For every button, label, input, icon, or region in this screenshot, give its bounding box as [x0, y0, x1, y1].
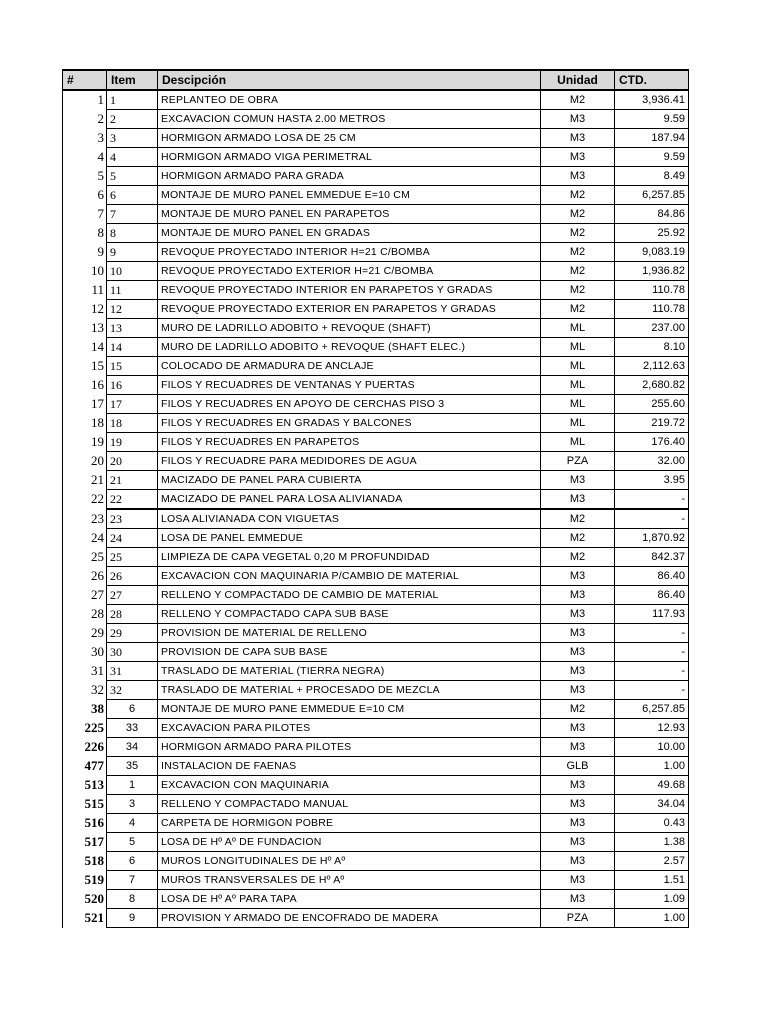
- table-row: [63, 357, 689, 376]
- row-number: 18: [63, 414, 107, 433]
- row-description: LOSA ALIVIANADA CON VIGUETAS: [158, 509, 541, 529]
- row-description: HORMIGON ARMADO VIGA PERIMETRAL: [158, 148, 541, 167]
- row-description: FILOS Y RECUADRES EN GRADAS Y BALCONES: [158, 414, 541, 433]
- row-unit: M3: [541, 490, 615, 510]
- row-quantity: 255.60: [615, 395, 689, 414]
- row-unit: M3: [541, 814, 615, 833]
- row-item: 1: [107, 90, 158, 110]
- row-quantity: 34.04: [615, 795, 689, 814]
- row-number: 4: [63, 148, 107, 167]
- row-unit: M3: [541, 643, 615, 662]
- row-unit: M3: [541, 833, 615, 852]
- row-quantity: 176.40: [615, 433, 689, 452]
- row-number: 15: [63, 357, 107, 376]
- row-item: 11: [107, 281, 158, 300]
- row-quantity: 219.72: [615, 414, 689, 433]
- row-unit: M3: [541, 567, 615, 586]
- row-unit: M3: [541, 167, 615, 186]
- row-number: 22: [63, 490, 107, 510]
- table-row: [63, 795, 689, 814]
- row-number: 10: [63, 262, 107, 281]
- row-unit: M2: [541, 205, 615, 224]
- row-quantity: 110.78: [615, 281, 689, 300]
- row-number: 2: [63, 110, 107, 129]
- row-quantity: -: [615, 643, 689, 662]
- row-item: 34: [107, 738, 158, 757]
- row-unit: ML: [541, 338, 615, 357]
- row-description: MACIZADO DE PANEL PARA LOSA ALIVIANADA: [158, 490, 541, 510]
- row-unit: M3: [541, 890, 615, 909]
- row-item: 19: [107, 433, 158, 452]
- row-item: 30: [107, 643, 158, 662]
- row-number: 32: [63, 681, 107, 700]
- row-item: 6: [107, 186, 158, 205]
- row-quantity: 86.40: [615, 586, 689, 605]
- row-unit: M3: [541, 681, 615, 700]
- row-unit: M2: [541, 548, 615, 567]
- row-number: 6: [63, 186, 107, 205]
- row-item: 3: [107, 795, 158, 814]
- row-unit: M2: [541, 224, 615, 243]
- table-row: [63, 643, 689, 662]
- row-number: 519: [63, 871, 107, 890]
- row-item: 26: [107, 567, 158, 586]
- row-description: MURO DE LADRILLO ADOBITO + REVOQUE (SHAFT): [158, 319, 541, 338]
- row-description: MONTAJE DE MURO PANEL EMMEDUE E=10 CM: [158, 186, 541, 205]
- row-description: REVOQUE PROYECTADO INTERIOR H=21 C/BOMBA: [158, 243, 541, 262]
- row-unit: ML: [541, 414, 615, 433]
- row-item: 14: [107, 338, 158, 357]
- row-description: MURO DE LADRILLO ADOBITO + REVOQUE (SHAFT ELEC.): [158, 338, 541, 357]
- table-row: [63, 433, 689, 452]
- row-unit: PZA: [541, 452, 615, 471]
- header-item: Item: [107, 70, 158, 90]
- row-item: 18: [107, 414, 158, 433]
- row-number: 21: [63, 471, 107, 490]
- row-item: 10: [107, 262, 158, 281]
- row-item: 15: [107, 357, 158, 376]
- row-number: 3: [63, 129, 107, 148]
- row-unit: M2: [541, 700, 615, 719]
- row-description: EXCAVACION PARA PILOTES: [158, 719, 541, 738]
- row-quantity: 8.10: [615, 338, 689, 357]
- header-quantity: CTD.: [615, 70, 689, 90]
- table-row: [63, 110, 689, 129]
- row-item: 12: [107, 300, 158, 319]
- row-description: COLOCADO DE ARMADURA DE ANCLAJE: [158, 357, 541, 376]
- row-unit: ML: [541, 433, 615, 452]
- table-row: [63, 871, 689, 890]
- row-unit: M3: [541, 871, 615, 890]
- row-quantity: 2.57: [615, 852, 689, 871]
- row-quantity: 1.51: [615, 871, 689, 890]
- row-number: 7: [63, 205, 107, 224]
- row-quantity: 1.38: [615, 833, 689, 852]
- row-number: 5: [63, 167, 107, 186]
- row-quantity: 3,936.41: [615, 90, 689, 110]
- row-item: 31: [107, 662, 158, 681]
- row-item: 22: [107, 490, 158, 510]
- table-row: [63, 890, 689, 909]
- row-item: 2: [107, 110, 158, 129]
- row-number: 517: [63, 833, 107, 852]
- row-number: 521: [63, 909, 107, 928]
- row-description: TRASLADO DE MATERIAL + PROCESADO DE MEZCLA: [158, 681, 541, 700]
- table-row: [63, 224, 689, 243]
- row-item: 5: [107, 167, 158, 186]
- row-number: 513: [63, 776, 107, 795]
- row-unit: M3: [541, 605, 615, 624]
- row-description: EXCAVACION CON MAQUINARIA P/CAMBIO DE MATERIAL: [158, 567, 541, 586]
- row-number: 38: [63, 700, 107, 719]
- table-row: [63, 605, 689, 624]
- table-row: [63, 319, 689, 338]
- row-description: MONTAJE DE MURO PANEL EN PARAPETOS: [158, 205, 541, 224]
- row-description: FILOS Y RECUADRES DE VENTANAS Y PUERTAS: [158, 376, 541, 395]
- row-number: 226: [63, 738, 107, 757]
- row-quantity: 84.86: [615, 205, 689, 224]
- table-row: [63, 776, 689, 795]
- row-number: 12: [63, 300, 107, 319]
- row-unit: M3: [541, 795, 615, 814]
- table-row: [63, 300, 689, 319]
- row-quantity: 1,870.92: [615, 529, 689, 548]
- row-unit: M3: [541, 738, 615, 757]
- row-description: TRASLADO DE MATERIAL (TIERRA NEGRA): [158, 662, 541, 681]
- row-number: 14: [63, 338, 107, 357]
- table-row: [63, 529, 689, 548]
- row-quantity: 117.93: [615, 605, 689, 624]
- table-row: [63, 738, 689, 757]
- row-quantity: 1.09: [615, 890, 689, 909]
- row-item: 13: [107, 319, 158, 338]
- table-row: [63, 414, 689, 433]
- row-item: 16: [107, 376, 158, 395]
- row-description: MONTAJE DE MURO PANE EMMEDUE E=10 CM: [158, 700, 541, 719]
- row-number: 13: [63, 319, 107, 338]
- table-row: [63, 90, 689, 110]
- row-unit: M3: [541, 624, 615, 643]
- table-row: [63, 700, 689, 719]
- row-description: RELLENO Y COMPACTADO CAPA SUB BASE: [158, 605, 541, 624]
- row-description: RELLENO Y COMPACTADO MANUAL: [158, 795, 541, 814]
- row-description: HORMIGON ARMADO LOSA DE 25 CM: [158, 129, 541, 148]
- row-number: 225: [63, 719, 107, 738]
- row-description: PROVISION Y ARMADO DE ENCOFRADO DE MADERA: [158, 909, 541, 928]
- row-item: 5: [107, 833, 158, 852]
- row-unit: M2: [541, 509, 615, 529]
- quantities-table: [62, 69, 689, 928]
- table-row: [63, 833, 689, 852]
- row-item: 20: [107, 452, 158, 471]
- row-item: 17: [107, 395, 158, 414]
- row-quantity: 3.95: [615, 471, 689, 490]
- row-number: 518: [63, 852, 107, 871]
- row-number: 31: [63, 662, 107, 681]
- table-row: [63, 681, 689, 700]
- row-quantity: 86.40: [615, 567, 689, 586]
- row-item: 35: [107, 757, 158, 776]
- table-row: [63, 662, 689, 681]
- row-item: 29: [107, 624, 158, 643]
- row-quantity: 9.59: [615, 110, 689, 129]
- row-number: 19: [63, 433, 107, 452]
- table-row: [63, 852, 689, 871]
- table-row: [63, 167, 689, 186]
- row-item: 3: [107, 129, 158, 148]
- row-quantity: 237.00: [615, 319, 689, 338]
- row-number: 20: [63, 452, 107, 471]
- row-unit: M2: [541, 529, 615, 548]
- row-quantity: 6,257.85: [615, 186, 689, 205]
- row-number: 28: [63, 605, 107, 624]
- row-description: MONTAJE DE MURO PANEL EN GRADAS: [158, 224, 541, 243]
- row-description: MACIZADO DE PANEL PARA CUBIERTA: [158, 471, 541, 490]
- table-row: [63, 129, 689, 148]
- table-row: [63, 814, 689, 833]
- table-row: [63, 719, 689, 738]
- row-item: 6: [107, 852, 158, 871]
- table-row: [63, 452, 689, 471]
- row-quantity: 2,680.82: [615, 376, 689, 395]
- row-description: EXCAVACION CON MAQUINARIA: [158, 776, 541, 795]
- row-unit: M3: [541, 129, 615, 148]
- row-quantity: 12.93: [615, 719, 689, 738]
- row-unit: PZA: [541, 909, 615, 928]
- row-item: 7: [107, 871, 158, 890]
- row-number: 8: [63, 224, 107, 243]
- row-unit: M3: [541, 776, 615, 795]
- row-item: 8: [107, 890, 158, 909]
- row-unit: M3: [541, 852, 615, 871]
- row-unit: ML: [541, 395, 615, 414]
- row-quantity: -: [615, 490, 689, 510]
- row-item: 28: [107, 605, 158, 624]
- row-quantity: 25.92: [615, 224, 689, 243]
- row-description: FILOS Y RECUADRES EN PARAPETOS: [158, 433, 541, 452]
- row-item: 9: [107, 909, 158, 928]
- row-number: 27: [63, 586, 107, 605]
- row-description: PROVISION DE MATERIAL DE RELLENO: [158, 624, 541, 643]
- table-row: [63, 757, 689, 776]
- row-description: EXCAVACION COMUN HASTA 2.00 METROS: [158, 110, 541, 129]
- table-row: [63, 376, 689, 395]
- row-number: 16: [63, 376, 107, 395]
- row-number: 25: [63, 548, 107, 567]
- table-row: [63, 262, 689, 281]
- row-unit: M2: [541, 262, 615, 281]
- row-quantity: 49.68: [615, 776, 689, 795]
- row-quantity: -: [615, 662, 689, 681]
- row-quantity: 2,112.63: [615, 357, 689, 376]
- row-unit: M3: [541, 719, 615, 738]
- row-quantity: 8.49: [615, 167, 689, 186]
- header-description: Descipción: [158, 70, 541, 90]
- row-description: MUROS LONGITUDINALES DE Hº Aº: [158, 852, 541, 871]
- row-quantity: -: [615, 509, 689, 529]
- row-description: REVOQUE PROYECTADO INTERIOR EN PARAPETOS Y GRADAS: [158, 281, 541, 300]
- row-item: 8: [107, 224, 158, 243]
- row-unit: ML: [541, 357, 615, 376]
- row-quantity: 1,936.82: [615, 262, 689, 281]
- row-description: LIMPIEZA DE CAPA VEGETAL 0,20 M PROFUNDIDAD: [158, 548, 541, 567]
- row-item: 27: [107, 586, 158, 605]
- row-number: 17: [63, 395, 107, 414]
- row-number: 9: [63, 243, 107, 262]
- table-body: [63, 90, 689, 928]
- table-row: [63, 186, 689, 205]
- row-unit: M3: [541, 471, 615, 490]
- row-quantity: -: [615, 681, 689, 700]
- row-unit: M2: [541, 281, 615, 300]
- row-number: 23: [63, 509, 107, 529]
- row-quantity: 9,083.19: [615, 243, 689, 262]
- row-description: REVOQUE PROYECTADO EXTERIOR H=21 C/BOMBA: [158, 262, 541, 281]
- table-row: [63, 338, 689, 357]
- row-description: HORMIGON ARMADO PARA GRADA: [158, 167, 541, 186]
- table-row: [63, 490, 689, 510]
- row-item: 33: [107, 719, 158, 738]
- row-description: FILOS Y RECUADRE PARA MEDIDORES DE AGUA: [158, 452, 541, 471]
- header-unit: Unidad: [541, 70, 615, 90]
- row-number: 11: [63, 281, 107, 300]
- row-description: REPLANTEO DE OBRA: [158, 90, 541, 110]
- row-quantity: 842.37: [615, 548, 689, 567]
- row-quantity: 1.00: [615, 909, 689, 928]
- row-item: 4: [107, 814, 158, 833]
- table-row: [63, 509, 689, 529]
- row-description: INSTALACION DE FAENAS: [158, 757, 541, 776]
- row-item: 25: [107, 548, 158, 567]
- row-description: FILOS Y RECUADRES EN APOYO DE CERCHAS PISO 3: [158, 395, 541, 414]
- row-number: 516: [63, 814, 107, 833]
- table-row: [63, 281, 689, 300]
- table-row: [63, 624, 689, 643]
- row-item: 6: [107, 700, 158, 719]
- row-quantity: -: [615, 624, 689, 643]
- row-number: 520: [63, 890, 107, 909]
- header-num: #: [63, 70, 107, 90]
- table-row: [63, 471, 689, 490]
- row-item: 9: [107, 243, 158, 262]
- row-quantity: 1.00: [615, 757, 689, 776]
- table-row: [63, 243, 689, 262]
- table-row: [63, 567, 689, 586]
- row-description: RELLENO Y COMPACTADO DE CAMBIO DE MATERIAL: [158, 586, 541, 605]
- row-unit: M2: [541, 186, 615, 205]
- row-number: 477: [63, 757, 107, 776]
- row-quantity: 187.94: [615, 129, 689, 148]
- row-unit: M2: [541, 300, 615, 319]
- row-description: PROVISION DE CAPA SUB BASE: [158, 643, 541, 662]
- row-quantity: 32.00: [615, 452, 689, 471]
- table-row: [63, 909, 689, 928]
- row-item: 1: [107, 776, 158, 795]
- row-number: 515: [63, 795, 107, 814]
- row-quantity: 10.00: [615, 738, 689, 757]
- row-item: 23: [107, 509, 158, 529]
- row-item: 32: [107, 681, 158, 700]
- row-quantity: 110.78: [615, 300, 689, 319]
- table-row: [63, 586, 689, 605]
- row-item: 24: [107, 529, 158, 548]
- row-unit: M3: [541, 110, 615, 129]
- row-item: 21: [107, 471, 158, 490]
- row-unit: GLB: [541, 757, 615, 776]
- row-unit: M3: [541, 662, 615, 681]
- row-description: MUROS TRANSVERSALES DE Hº Aº: [158, 871, 541, 890]
- row-number: 30: [63, 643, 107, 662]
- row-unit: ML: [541, 319, 615, 338]
- row-description: LOSA DE PANEL EMMEDUE: [158, 529, 541, 548]
- row-unit: M3: [541, 148, 615, 167]
- row-quantity: 6,257.85: [615, 700, 689, 719]
- header-row: [63, 70, 689, 90]
- row-item: 7: [107, 205, 158, 224]
- row-unit: M2: [541, 90, 615, 110]
- row-unit: M2: [541, 243, 615, 262]
- row-number: 26: [63, 567, 107, 586]
- row-number: 24: [63, 529, 107, 548]
- table-row: [63, 395, 689, 414]
- row-number: 1: [63, 90, 107, 110]
- row-description: LOSA DE Hº Aº PARA TAPA: [158, 890, 541, 909]
- row-quantity: 9.59: [615, 148, 689, 167]
- row-unit: M3: [541, 586, 615, 605]
- row-description: LOSA DE Hº Aº DE FUNDACION: [158, 833, 541, 852]
- row-unit: ML: [541, 376, 615, 395]
- row-description: HORMIGON ARMADO PARA PILOTES: [158, 738, 541, 757]
- row-number: 29: [63, 624, 107, 643]
- table-row: [63, 148, 689, 167]
- row-description: CARPETA DE HORMIGON POBRE: [158, 814, 541, 833]
- table-row: [63, 205, 689, 224]
- table-row: [63, 548, 689, 567]
- row-description: REVOQUE PROYECTADO EXTERIOR EN PARAPETOS Y GRADAS: [158, 300, 541, 319]
- row-item: 4: [107, 148, 158, 167]
- row-quantity: 0.43: [615, 814, 689, 833]
